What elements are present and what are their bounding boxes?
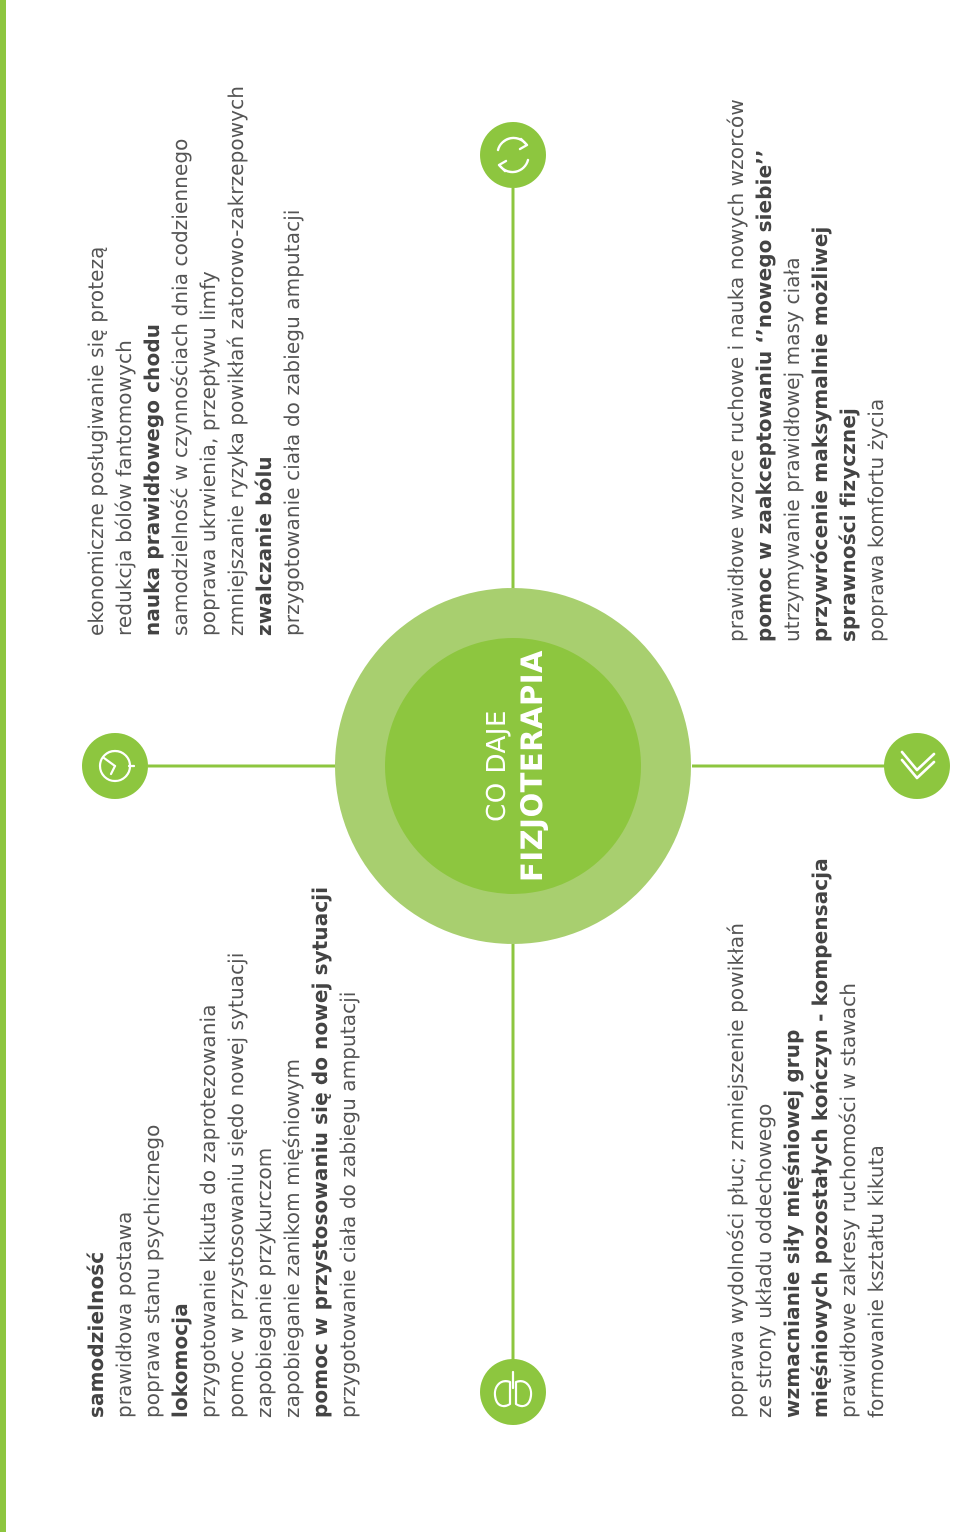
benefit-line: lokomocja — [168, 1303, 192, 1418]
benefit-line: przygotowanie kikuta do zaprotezowania — [196, 1004, 220, 1418]
benefit-line: redukcja bólów fantomowych — [112, 340, 136, 636]
benefit-line: utrzymywanie prawidłowej masy ciała — [780, 257, 804, 642]
benefit-line: przygotowanie ciała do zabiegu amputacji — [280, 209, 304, 636]
benefit-line: ze strony układu oddechowego — [752, 1103, 776, 1418]
benefit-line: zapobieganie zanikom mięśniowym — [280, 1058, 304, 1418]
benefit-line: poprawa komfortu życia — [864, 398, 888, 642]
center-label — [480, 636, 550, 896]
benefit-line: poprawa wydolności płuc; zmniejszenie powikłań — [724, 923, 748, 1418]
benefit-line: pomoc w przystosowaniu siędo nowej sytuacji — [224, 952, 248, 1418]
benefit-line: przywrócenie maksymalnie możliwej — [808, 226, 832, 642]
benefits-block-top-right — [82, 86, 306, 636]
benefit-line: zmniejszanie ryzyka powikłań zatorowo-zakrzepowych — [224, 86, 248, 636]
benefit-line: zapobieganie przykurczom — [252, 1147, 276, 1418]
benefits-block-top-left — [82, 887, 362, 1418]
benefit-line: ekonomiczne posługiwanie się protezą — [84, 246, 108, 636]
benefit-line: pomoc w zaakceptowaniu ‘’nowego siebie’’ — [752, 149, 776, 642]
center-label-line2: FIZJOTERAPIA — [515, 650, 549, 882]
benefit-line: mięśniowych pozostałych kończyn - kompensacja — [808, 858, 832, 1418]
benefit-line: samodzielność — [84, 1251, 108, 1418]
benefits-block-bottom-right — [722, 99, 890, 642]
benefit-line: prawidłowe wzorce ruchowe i nauka nowych wzorców — [724, 99, 748, 642]
benefit-line: wzmacnianie siły mięśniowej grup — [780, 1029, 804, 1418]
refresh-cycle-icon — [480, 122, 546, 188]
benefit-line: formowanie kształtu kikuta — [864, 1144, 888, 1418]
clock-icon — [82, 733, 148, 799]
benefit-line: poprawa ukrwienia, przepływu limfy — [196, 271, 220, 636]
benefits-block-bottom-left — [722, 858, 890, 1418]
benefit-line: prawidłowa postawa — [112, 1211, 136, 1418]
benefit-line: nauka prawidłowego chodu — [140, 323, 164, 636]
benefit-line: prawidłowe zakresy ruchomości w stawach — [836, 982, 860, 1418]
benefit-line: pomoc w przystosowaniu się do nowej sytuacji — [308, 886, 332, 1418]
benefit-line: zwalczanie bólu — [252, 456, 276, 636]
center-label-line1: CO DAJE — [482, 710, 512, 822]
benefit-line: przygotowanie ciała do zabiegu amputacji — [336, 991, 360, 1418]
chevron-right-icon — [884, 733, 950, 799]
benefit-line: poprawa stanu psychicznego — [140, 1124, 164, 1418]
lungs-icon — [480, 1359, 546, 1425]
benefit-line: samodzielność w czynnościach dnia codziennego — [168, 138, 192, 636]
benefit-line: sprawności fizycznej — [836, 407, 860, 642]
